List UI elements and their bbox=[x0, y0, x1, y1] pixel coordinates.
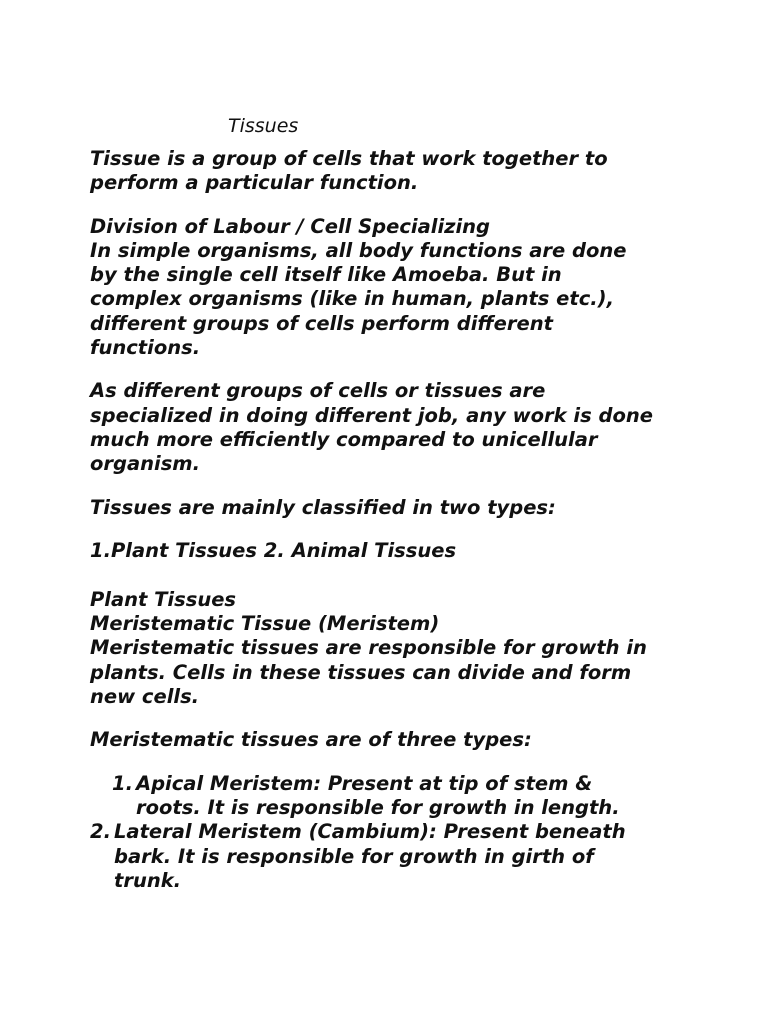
list-item bbox=[90, 820, 690, 893]
list-item-line: bark. It is responsible for growth in girth of bbox=[114, 844, 594, 868]
meristem-text-line: Meristematic tissues are responsible for growth in bbox=[90, 636, 647, 660]
list-item-line: Lateral Meristem (Cambium): Present beneath bbox=[114, 820, 626, 844]
classification-text: Tissues are mainly classified in two types: bbox=[90, 495, 556, 519]
specialized-text-line: As different groups of cells or tissues are bbox=[90, 379, 546, 403]
division-text-line: by the single cell itself like Amoeba. But in bbox=[90, 263, 562, 287]
meristem-heading: Meristematic Tissue (Meristem) bbox=[90, 612, 440, 636]
list-item-line: roots. It is responsible for growth in length. bbox=[136, 796, 620, 820]
list-item-line: Apical Meristem: Present at tip of stem & bbox=[136, 771, 593, 795]
division-heading: Division of Labour / Cell Specializing bbox=[90, 214, 490, 238]
specialized-text-line: specialized in doing different job, any work is done bbox=[90, 403, 653, 427]
meristem-types-text: Meristematic tissues are of three types: bbox=[90, 728, 532, 752]
meristem-list bbox=[90, 772, 690, 893]
meristem-text-line: new cells. bbox=[90, 684, 200, 708]
list-item-number: 1. bbox=[112, 771, 133, 795]
tissue-types-text: 1.Plant Tissues 2. Animal Tissues bbox=[90, 539, 457, 563]
division-text-line: functions. bbox=[90, 335, 201, 359]
intro-line: Tissue is a group of cells that work together to bbox=[90, 147, 608, 170]
plant-tissues-heading: Plant Tissues bbox=[90, 587, 237, 611]
specialized-text-line: much more efficiently compared to unicellular bbox=[90, 427, 598, 451]
specialized-text-line: organism. bbox=[90, 452, 201, 476]
division-text-line: complex organisms (like in human, plants etc.), bbox=[90, 287, 615, 311]
document-body bbox=[90, 147, 690, 893]
division-text-line: different groups of cells perform different bbox=[90, 311, 553, 335]
meristem-text-line: plants. Cells in these tissues can divide and form bbox=[90, 660, 632, 684]
intro-line: perform a particular function. bbox=[90, 171, 419, 195]
list-item bbox=[90, 772, 690, 820]
list-item-line: trunk. bbox=[114, 868, 182, 892]
document-title: Tissues bbox=[228, 115, 299, 137]
division-text-line: In simple organisms, all body functions are done bbox=[90, 239, 627, 262]
list-item-number: 2. bbox=[90, 820, 111, 844]
